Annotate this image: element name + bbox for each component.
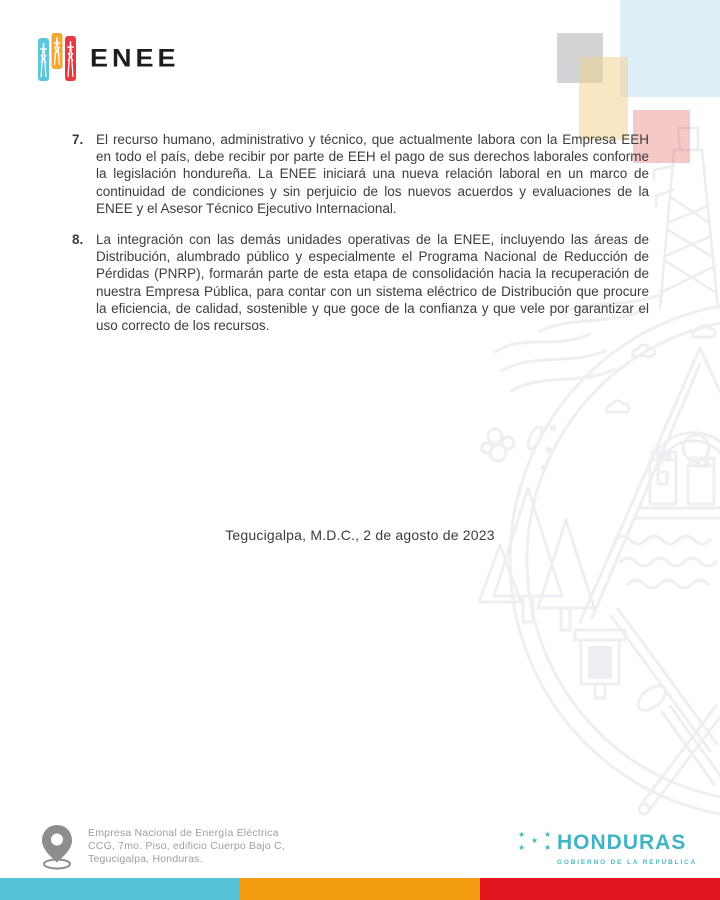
star-icon: ★ bbox=[518, 843, 526, 852]
enee-logo bbox=[38, 33, 180, 83]
letter-body bbox=[72, 131, 649, 348]
address-line: CCG, 7mo. Piso, edificio Cuerpo Bajo C, bbox=[88, 840, 285, 853]
paragraph-8-text: La integración con las demás unidades operativas de la ENEE, incluyendo las áreas de Distribución, alumbrado público y especialmente el Programa Nacional de Reducción de Pérdidas (PNRP), formarán parte de esta etapa de consolidación hacia la recuperación de nuestra Empresa Pública, para contar con un sistema eléctrico de Distribución que procure la eficiencia, de calidad, sostenible y que goce de la confianza y que vele por garantizar el uso correcto de los recursos. bbox=[96, 232, 649, 334]
enee-logo-bars-icon bbox=[38, 33, 76, 83]
footer-address bbox=[36, 822, 285, 870]
coat-of-arms-watermark bbox=[420, 290, 720, 850]
paragraph-7-text: El recurso humano, administrativo y técnico, que actualmente labora con la Empresa EEH en todo el país, debe recibir por parte de EEH el pago de sus derechos laborales conforme la legislación hondureña. La ENEE iniciará una nueva relación laboral en un marco de continuidad de condiciones y sin perjuicio de los nuevos acuerdos y evaluaciones de la ENEE y el Asesor Técnico Ejecutivo Internacional. bbox=[96, 132, 649, 216]
address-line: Empresa Nacional de Energía Eléctrica bbox=[88, 827, 279, 839]
stripe-orange bbox=[240, 878, 480, 900]
honduras-stars-icon bbox=[517, 829, 553, 855]
address-line: Tegucigalpa, Honduras. bbox=[88, 853, 203, 866]
honduras-gov-logo bbox=[517, 829, 697, 866]
paragraph-7 bbox=[72, 131, 649, 217]
enee-wordmark: ENEE bbox=[90, 43, 180, 72]
stripe-teal bbox=[0, 878, 240, 900]
star-icon: ★ bbox=[544, 843, 552, 852]
address-lines bbox=[88, 822, 285, 867]
paragraph-8-number: 8. bbox=[72, 232, 84, 248]
dateline: Tegucigalpa, M.D.C., 2 de agosto de 2023 bbox=[225, 527, 495, 543]
star-icon: ★ bbox=[544, 830, 552, 839]
paragraph-8 bbox=[72, 231, 649, 334]
decor-square-cream bbox=[579, 57, 628, 140]
gov-subtitle: GOBIERNO DE LA REPÚBLICA bbox=[557, 859, 698, 866]
stripe-red bbox=[480, 878, 720, 900]
star-icon: ★ bbox=[518, 830, 526, 839]
location-pin-icon bbox=[36, 822, 78, 870]
decor-square-blue bbox=[620, 0, 720, 97]
star-icon: ★ bbox=[531, 836, 539, 845]
honduras-wordmark: HONDURAS bbox=[557, 830, 687, 854]
paragraph-7-number: 7. bbox=[72, 132, 84, 147]
bottom-stripe bbox=[0, 878, 720, 900]
